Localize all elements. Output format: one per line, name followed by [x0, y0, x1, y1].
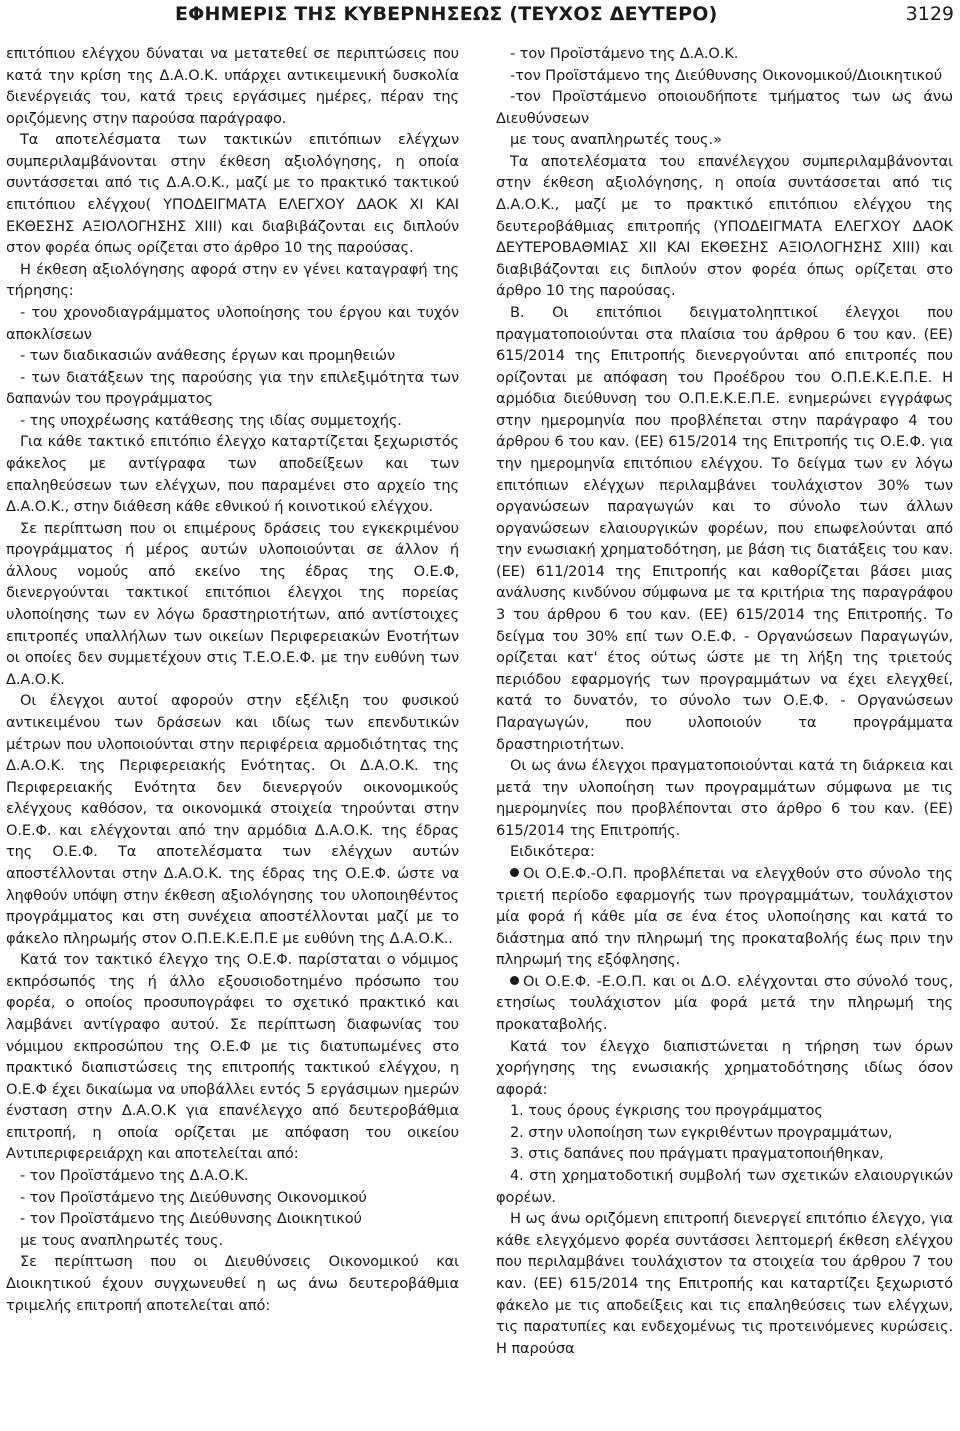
paragraph: με τους αναπληρωτές τους.»	[510, 131, 722, 149]
gazette-title: ΕΦΗΜΕΡΙΣ ΤΗΣ ΚΥΒΕΡΝΗΣΕΩΣ (ΤΕΥΧΟΣ ΔΕΥΤΕΡΟ)	[175, 3, 718, 25]
list-item: -τον Προϊστάμενο οποιουδήποτε τμήματος των ως άνω Διευθύνσεων	[496, 88, 953, 127]
bullet-icon	[510, 868, 519, 877]
list-item: 3. στις δαπάνες που πράγματι πραγματοποιήθηκαν,	[510, 1145, 884, 1163]
bullet-item	[496, 971, 953, 1036]
paragraph: με τους αναπληρωτές τους.	[20, 1231, 223, 1249]
paragraph: Η ως άνω οριζόμενη επιτροπή διενεργεί επιτόπιο έλεγχο, για κάθε ελεγχόμενο φορέα συντάσσει λεπτομερή έκθεση ελέγχου που περιλαμβάνει τουλάχιστον τα στοιχεία του άρθρου 7 του καν. (ΕΕ) 615/2014 της Επιτροπής και καταρτίζει ξεχωριστό φάκελο με τις αποδείξεις και τις επαληθεύσεις των ελέγχων, τις παρατυπίες και ενδεχομένως τις προτεινόμενες κυρώσεις. Η παρούσα	[496, 1210, 953, 1357]
paragraph: Για κάθε τακτικό επιτόπιο έλεγχο καταρτίζεται ξεχωριστός φάκελος με αντίγραφα των αποδείξεων και των επαληθεύσεων των ελέγχων, που παραμένει στο αρχείο της Δ.Α.Ο.Κ., στην διάθεση κάθε εθνικού ή κοινοτικού ελέγχου.	[6, 433, 459, 516]
list-item: - τον Προϊστάμενο της Διεύθυνσης Οικονομικού	[20, 1188, 367, 1206]
paragraph: Η έκθεση αξιολόγησης αφορά στην εν γένει καταγραφή της τήρησης:	[6, 260, 459, 300]
paragraph: Τα αποτελέσματα του επανέλεγχου συμπεριλαμβάνονται στην έκθεση αξιολόγησης, η οποία συντάσσεται από τις Δ.Α.Ο.Κ., μαζί με το πρακτικό επιτόπιου ελέγχου της δευτεροβάθμιας επιτροπής (ΥΠΟΔΕΙΓΜΑΤΑ ΕΛΕΓΧΟΥ ΔΑΟΚ ΔΕΥΤΕΡΟΒΑΘΜΙΑΣ ΧΙΙ ΚΑΙ ΕΚΘΕΣΗΣ ΑΞΙΟΛΟΓΗΣΗΣ ΧΙΙΙ) και διαβιβάζονται εις διπλούν στον φορέα όπως ορίζεται στο άρθρο 10 της παρούσας.	[496, 152, 953, 300]
list-item: - των διατάξεων της παρούσης για την επιλεξιμότητα των δαπανών του προγράμματος	[6, 368, 459, 408]
paragraph: Σε περίπτωση που οι Διευθύνσεις Οικονομικού και Διοικητικού έχουν συγχωνευθεί η ως άνω δευτεροβάθμια τριμελής επιτροπή αποτελείται από:	[6, 1253, 459, 1314]
paragraph: επιτόπιου ελέγχου δύναται να μετατεθεί σε περιπτώσεις που κατά την κρίση της Δ.Α.Ο.Κ. υπάρχει αντικειμενική δυσκολία διενέργειάς του, κατά τρεις εργάσιμες ημέρες, πέραν της οριζόμενης στην παρούσα παράγραφο.	[6, 45, 459, 127]
list-item: - της υποχρέωσης κατάθεσης της ιδίας συμμετοχής.	[20, 411, 402, 429]
list-item: 1. τους όρους έγκρισης του προγράμματος	[510, 1102, 823, 1120]
page-number: 3129	[905, 3, 954, 25]
right-column	[496, 43, 953, 1359]
bullet-item	[496, 863, 953, 971]
paragraph: Κατά τον τακτικό έλεγχο της Ο.Ε.Φ. παρίσταται ο νόμιμος εκπρόσωπός της ή άλλο εξουσιοδοτημένο πρόσωπο του φορέα, ο οποίος προσυπογράφει το σχετικό πρακτικό και λαμβάνει αντίγραφο αυτού. Σε περίπτωση διαφωνίας του νόμιμου εκπροσώπου της Ο.Ε.Φ με τις διατυπωμένες στο πρακτικό διαπιστώσεις της επιτροπής τακτικού ελέγχου, η Ο.Ε.Φ έχει δικαίωμα να υποβάλλει εντός 5 εργάσιμων ημερών ένσταση στην Δ.Α.Ο.Κ για επανέλεγχο από δευτεροβάθμια επιτροπή, η οποία ορίζεται με απόφαση του οικείου Αντιπεριφερειάρχη και αποτελείται από:	[6, 951, 459, 1163]
paragraph: Σε περίπτωση που οι επιμέρους δράσεις του εγκεκριμένου προγράμματος ή μέρος αυτών υλοποιούνται σε άλλον ή άλλους νομούς από εκείνο της έδρας της Ο.Ε.Φ, διενεργούνται τακτικοί επιτόπιοι έλεγχοι της πορείας υλοποίησης των εν λόγω δραστηριοτήτων, από αντίστοιχες επιτροπές υπαλλήλων των οικείων Περιφερειακών Ενοτήτων οι οποίες δεν συμμετέχουν στις Τ.Ε.Ο.Ε.Φ. με την ευθύνη των Δ.Α.Ο.Κ.	[6, 519, 459, 688]
bullet-icon	[510, 976, 519, 985]
paragraph: Κατά τον έλεγχο διαπιστώνεται η τήρηση των όρων χορήγησης της ενωσιακής χρηματοδότησης ιδίως όσον αφορά:	[496, 1037, 953, 1098]
list-item: - τον Προϊστάμενο της Διεύθυνσης Διοικητικού	[20, 1210, 362, 1228]
paragraph: Οι ως άνω έλεγχοι πραγματοποιούνται κατά τη διάρκεια και μετά την υλοποίηση των προγραμμάτων σύμφωνα με τις ημερομηνίες που προβλέπονται στο άρθρο 6 του καν. (ΕΕ) 615/2014 της Επιτροπής.	[496, 757, 953, 839]
paragraph: Οι έλεγχοι αυτοί αφορούν στην εξέλιξη του φυσικού αντικειμένου των δράσεων και ιδίως των επενδυτικών μέτρων που υλοποιούνται στην περιφέρεια αρμοδιότητας της Δ.Α.Ο.Κ. της Περιφερειακής Ενότητας. Οι Δ.Α.Ο.Κ. της Περιφερειακής Ενότητα δεν διενεργούν οικονομικούς ελέγχους καθόσον, τα οικονομικά στοιχεία τηρούνται στην Ο.Ε.Φ. και ελέγχονται από την αρμόδια Δ.Α.Ο.Κ. της έδρας της Ο.Ε.Φ. Τα αποτελέσματα των ελέγχων αυτών αποστέλλονται στην Δ.Α.Ο.Κ. της έδρας της Ο.Ε.Φ. ώστε να ληφθούν υπόψη στην έκθεση αξιολόγησης του υλοποιηθέντος προγράμματος και στη συνέχεια αποστέλλονται μαζί με το φάκελο πληρωμής στον Ο.Π.Ε.Κ.Ε.Π.Ε με ευθύνη της Δ.Α.Ο.Κ..	[6, 692, 459, 947]
paragraph: Τα αποτελέσματα των τακτικών επιτόπιων ελέγχων συμπεριλαμβάνονται στην έκθεση αξιολόγησης, η οποία συντάσσεται από τις Δ.Α.Ο.Κ., μαζί με το πρακτικό τακτικού επιτόπιου ελέγχου( ΥΠΟΔΕΙΓΜΑΤΑ ΕΛΕΓΧΟΥ ΔΑΟΚ ΧΙ ΚΑΙ ΕΚΘΕΣΗΣ ΑΞΙΟΛΟΓΗΣΗΣ ΧΙΙΙ) και διαβιβάζονται εις διπλούν στον φορέα όπως ορίζεται στο άρθρο 10 της παρούσας.	[6, 131, 459, 257]
list-item: - τον Προϊστάμενο της Δ.Α.Ο.Κ.	[510, 45, 739, 62]
list-item: - του χρονοδιαγράμματος υλοποίησης του έργου και τυχόν αποκλίσεων	[6, 303, 459, 343]
bullet-text: Οι Ο.Ε.Φ.-Ο.Π. προβλέπεται να ελεγχθούν στο σύνολο της τριετή περίοδο εφαρμογής των προγραμμάτων, τουλάχιστον μία φορά ή κάθε μία σε ένα έτος υλοποίησης και κατά το διάστημα από την πληρωμή της προκαταβολής έως πριν την πληρωμή της εξόφλησης.	[496, 864, 953, 969]
page-header	[0, 0, 960, 42]
list-item: 4. στη χρηματοδοτική συμβολή των σχετικών ελαιουργικών φορέων.	[496, 1167, 953, 1206]
paragraph: Β. Οι επιτόπιοι δειγματοληπτικοί έλεγχοι που πραγματοποιούνται στα πλαίσια του άρθρου 6 του καν. (ΕΕ) 615/2014 της Επιτροπής διενεργούνται από επιτροπές που ορίζονται με απόφαση του Προέδρου του Ο.Π.Ε.Κ.Ε.Π.Ε. Η αρμόδια διεύθυνση του Ο.Π.Ε.Κ.Ε.Π.Ε. ενημερώνει εγγράφως στην ημερομηνία που προβλέπεται στην παράγραφο 4 του άρθρου 6 του καν. (ΕΕ) 615/2014 της Επιτροπής τις Ο.Ε.Φ. για την ημερομηνία επιτόπιου ελέγχου. Το δείγμα των εν λόγω επιτόπιων ελέγχων περιλαμβάνει τουλάχιστον 30% των οργανώσεων παραγωγών και το σύνολο των άλλων οργανώσεων ελαιουργικών φορέων, που επωφελούνται από την ενωσιακή χρηματοδότηση, με βάση τις διατάξεις του καν. (ΕΕ) 611/2014 της Επιτροπής και καθορίζεται βάσει μιας ανάλυσης κινδύνου σύμφωνα με τα κριτήρια της παραγράφου 3 του άρθρου 6 του καν. (ΕΕ) 615/2014 της Επιτροπής. Το δείγμα του 30% επί των Ο.Ε.Φ. - Οργανώσεων Παραγωγών, ορίζεται κατ' έτος ούτως ώστε με τη λήξη της τριετούς περιόδου εφαρμογής των προγραμμάτων να έχει ελεγχθεί, κατά το δυνατόν, το σύνολο των Ο.Ε.Φ. - Οργανώσεων Παραγωγών, που υλοποιούν τα προγράμματα δραστηριοτήτων.	[496, 303, 953, 753]
list-item: -τον Προϊστάμενο της Διεύθυνσης Οικονομικού/Διοικητικού	[510, 66, 943, 84]
list-item: - τον Προϊστάμενο της Δ.Α.Ο.Κ.	[20, 1167, 249, 1185]
list-item: - των διαδικασιών ανάθεσης έργων και προμηθειών	[20, 347, 395, 365]
list-item: 2. στην υλοποίηση των εγκριθέντων προγραμμάτων,	[510, 1123, 893, 1141]
bullet-text: Οι Ο.Ε.Φ. -Ε.Ο.Π. και οι Δ.Ο. ελέγχονται στο σύνολό τους, ετησίως τουλάχιστον μία φορά μετά την πληρωμή της προκαταβολής.	[496, 972, 953, 1034]
left-column	[6, 43, 459, 1316]
paragraph: Ειδικότερα:	[510, 843, 595, 861]
